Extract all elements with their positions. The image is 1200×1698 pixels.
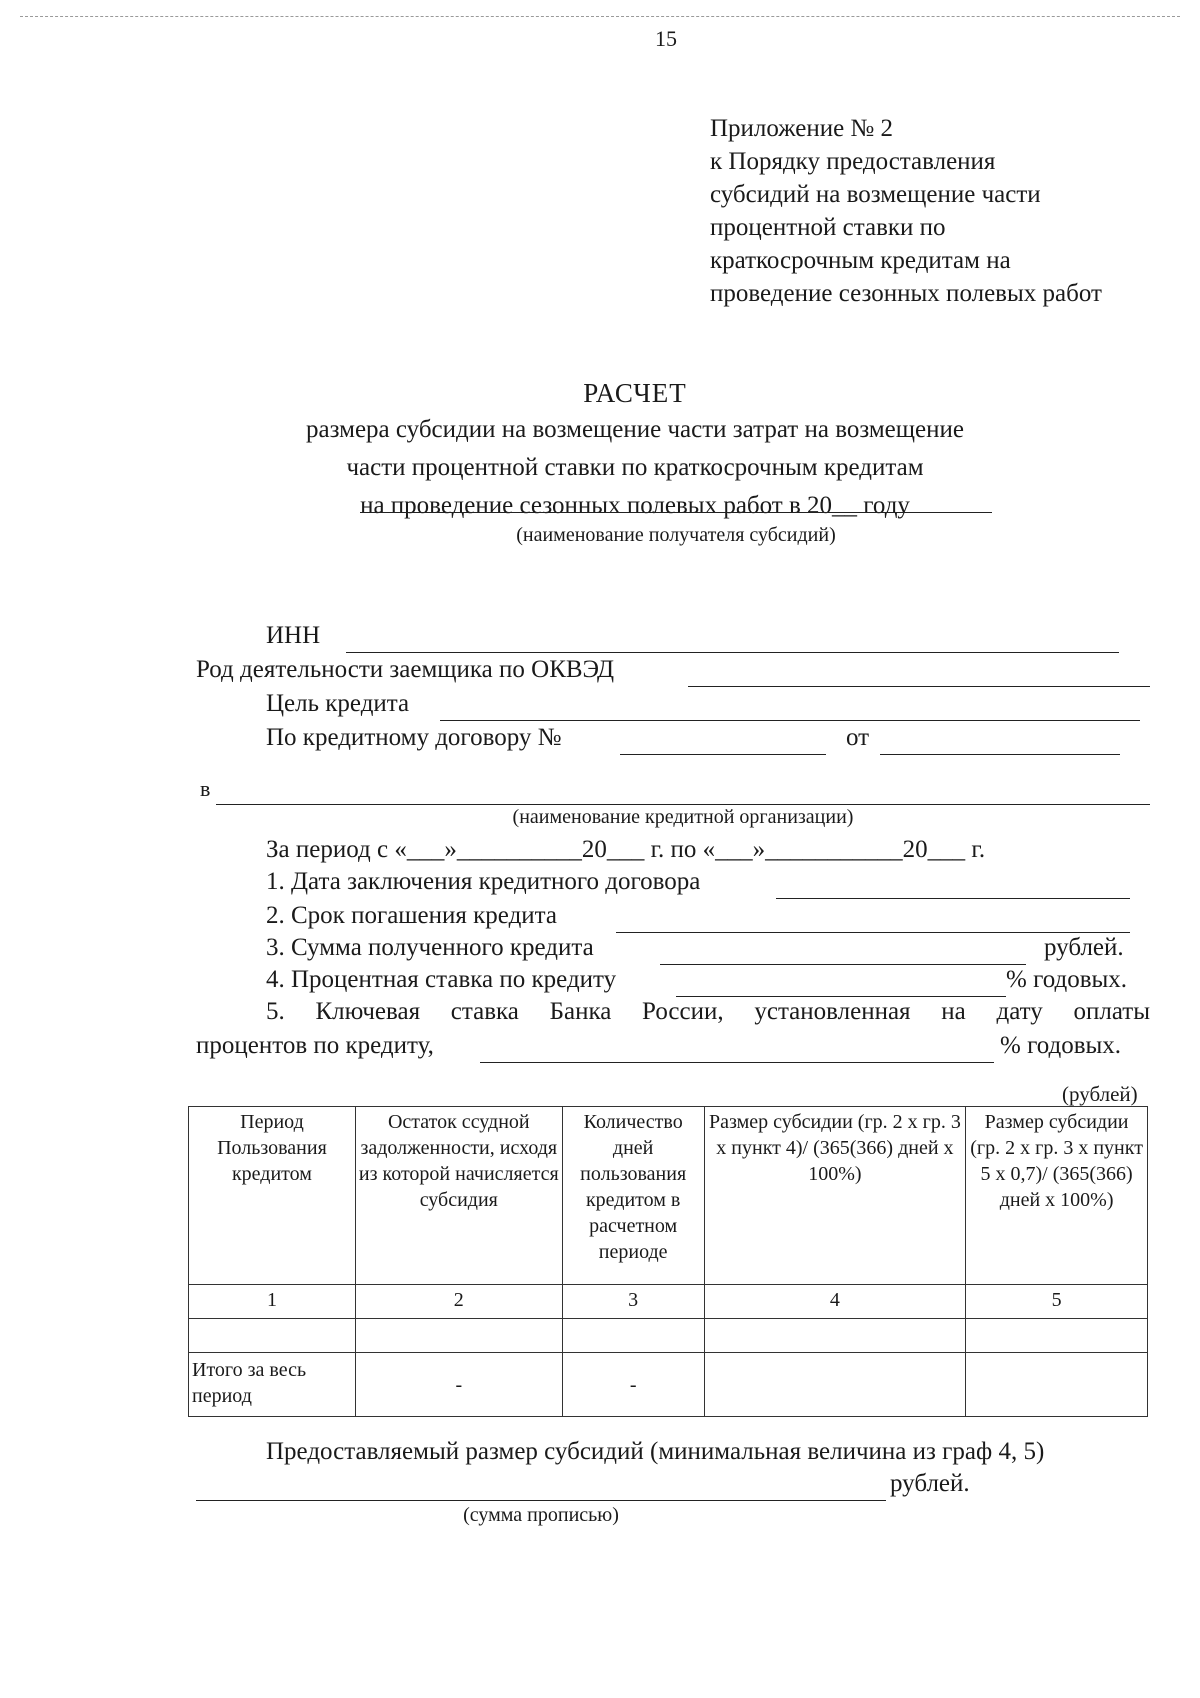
recipient-name-field[interactable]: [360, 512, 992, 513]
appendix-note: [710, 112, 1102, 310]
item-5-line-1: 5. Ключевая ставка Банка России, установленная на дату оплаты: [266, 998, 1150, 1025]
header-cell: Размер субсидии (гр. 2 х гр. 3 х пункт 5 х 0,7)/ (365(366) дней х 100%): [966, 1107, 1148, 1285]
item-5-line-2: процентов по кредиту,: [196, 1032, 434, 1059]
item-3-label: 3. Сумма полученного кредита: [266, 934, 594, 961]
contract-label: По кредитному договору №: [266, 724, 562, 751]
inn-field[interactable]: [346, 630, 1119, 653]
subtitle-line: размера субсидии на возмещение части затрат на возмещение: [306, 416, 964, 443]
data-cell[interactable]: [966, 1353, 1148, 1417]
contract-number-field[interactable]: [620, 732, 826, 755]
document-title: РАСЧЕТ: [583, 378, 687, 408]
purpose-field[interactable]: [440, 698, 1140, 721]
item-4-label: 4. Процентная ставка по кредиту: [266, 966, 617, 993]
column-number: 5: [966, 1285, 1148, 1319]
data-cell[interactable]: [966, 1319, 1148, 1353]
page-number: 15: [655, 26, 677, 51]
appendix-line: проведение сезонных полевых работ: [710, 280, 1102, 307]
total-dash: -: [355, 1353, 562, 1417]
bank-prefix: в: [200, 776, 211, 801]
footer-line: Предоставляемый размер субсидий (минимальная величина из граф 4, 5): [266, 1438, 1045, 1465]
item-5-unit: % годовых.: [1000, 1032, 1122, 1059]
document-heading: [200, 378, 1070, 523]
purpose-label: Цель кредита: [266, 690, 410, 717]
recipient-caption: (наименование получателя субсидий): [516, 524, 836, 546]
footer-caption: (сумма прописью): [463, 1504, 619, 1526]
table-row: [189, 1319, 1148, 1353]
table-header-row: [189, 1107, 1148, 1285]
header-cell: Размер субсидии (гр. 2 х гр. 3 х пункт 4)/ (365(366) дней х 100%): [704, 1107, 966, 1285]
bank-name-field[interactable]: [216, 782, 1150, 805]
contract-from-label: от: [846, 724, 870, 751]
total-label: Итого за весь период: [189, 1353, 356, 1417]
header-cell: Остаток ссудной задолженности, исходя из которой начисляется субсидия: [355, 1107, 562, 1285]
data-cell[interactable]: [704, 1353, 966, 1417]
data-cell[interactable]: [562, 1319, 704, 1353]
column-number: 1: [189, 1285, 356, 1319]
data-cell[interactable]: [189, 1319, 356, 1353]
appendix-line: субсидий на возмещение части: [710, 181, 1041, 208]
item-5-field[interactable]: [480, 1040, 994, 1063]
header-cell: Период Пользования кредитом: [189, 1107, 356, 1285]
item-2-label: 2. Срок погашения кредита: [266, 902, 557, 929]
appendix-line: краткосрочным кредитам на: [710, 247, 1011, 274]
subsidy-table: [188, 1106, 1148, 1417]
header-cell: Количество дней пользования кредитом в расчетном периоде: [562, 1107, 704, 1285]
item-4-field[interactable]: [676, 974, 1006, 997]
column-number-row: [189, 1285, 1148, 1319]
subtitle-line: на проведение сезонных полевых работ в 20__ году: [360, 492, 910, 519]
item-3-unit: рублей.: [1044, 934, 1124, 961]
item-1-field[interactable]: [776, 876, 1130, 899]
okved-label: Род деятельности заемщика по ОКВЭД: [196, 656, 615, 683]
footer-unit: рублей.: [890, 1470, 970, 1497]
total-dash: -: [562, 1353, 704, 1417]
subtitle-line: части процентной ставки по краткосрочным кредитам: [346, 454, 924, 481]
column-number: 3: [562, 1285, 704, 1319]
total-row: [189, 1353, 1148, 1417]
appendix-line: процентной ставки по: [710, 214, 946, 241]
bank-caption: (наименование кредитной организации): [512, 806, 854, 828]
appendix-line: к Порядку предоставления: [710, 148, 996, 175]
inn-label: ИНН: [266, 622, 321, 649]
appendix-line: Приложение № 2: [710, 115, 894, 142]
period-line: За период с «___»__________20___ г. по «___»___________20___ г.: [266, 836, 986, 863]
data-cell[interactable]: [355, 1319, 562, 1353]
data-cell[interactable]: [704, 1319, 966, 1353]
contract-date-field[interactable]: [880, 732, 1120, 755]
item-1-label: 1. Дата заключения кредитного договора: [266, 868, 701, 895]
item-3-field[interactable]: [660, 942, 1026, 965]
amount-in-words-field[interactable]: [196, 1478, 886, 1501]
column-number: 2: [355, 1285, 562, 1319]
item-4-unit: % годовых.: [1006, 966, 1128, 993]
table-unit-label: (рублей): [1062, 1082, 1138, 1106]
top-border-line: [20, 16, 1180, 17]
item-2-field[interactable]: [616, 910, 1130, 933]
okved-field[interactable]: [688, 664, 1150, 687]
column-number: 4: [704, 1285, 966, 1319]
